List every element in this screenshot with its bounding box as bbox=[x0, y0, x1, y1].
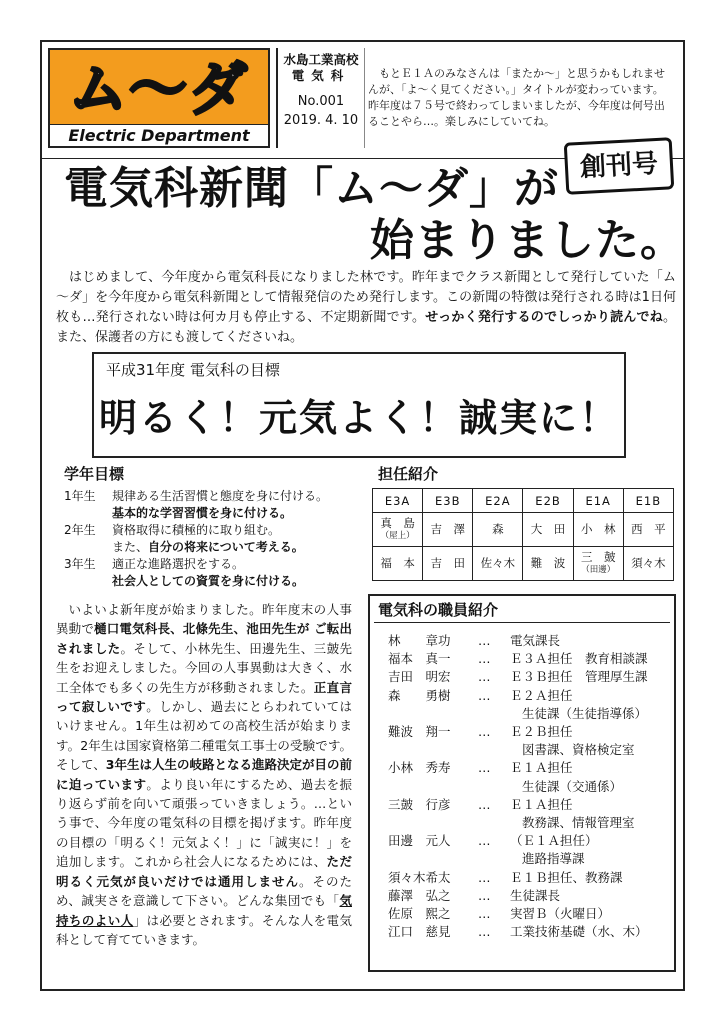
staff-dots: … bbox=[478, 833, 491, 849]
teacher-cell bbox=[523, 513, 573, 547]
class-header: E1B bbox=[623, 489, 673, 513]
first-issue-stamp: 創刊号 bbox=[564, 137, 675, 195]
staff-intro-box bbox=[368, 594, 676, 972]
teacher-cell bbox=[473, 547, 523, 581]
teacher-name: 吉 澤 bbox=[430, 522, 465, 536]
headline-line1: 電気科新聞「ム～ダ」が bbox=[64, 163, 559, 214]
staff-role: Ｅ１Ｂ担任、教務課 bbox=[510, 869, 623, 885]
staff-title-rule bbox=[374, 622, 670, 623]
grade-goal-item bbox=[64, 522, 364, 539]
grade-label: 3年生 bbox=[64, 557, 96, 571]
staff-list bbox=[388, 632, 674, 941]
staff-role: Ｅ１Ａ担任 bbox=[510, 796, 573, 812]
staff-dots: … bbox=[478, 687, 491, 703]
logo-title: ム～ダ bbox=[68, 55, 249, 123]
article-text: 。そのため、誠実さを意識して下さい。どんな集団でも「 bbox=[56, 873, 352, 909]
staff-role: 図書課、資格検定室 bbox=[522, 742, 635, 758]
staff-role: （Ｅ１Ａ担任） bbox=[510, 833, 598, 849]
article-text: 。そして、小林先生、田邊先生、三皷先生をお迎えしました。今回の人事異動は大きく、水工全体でも多くの先生方が移動されました。 bbox=[56, 640, 352, 695]
article-bold: ただ明るく元気が良いだけでは通用しません bbox=[56, 854, 352, 889]
staff-role: Ｅ２Ｂ担任 bbox=[510, 724, 573, 740]
goal-main: 明るく！元気よく！誠実に！ bbox=[98, 396, 619, 440]
staff-dots: … bbox=[478, 906, 491, 922]
teacher-cell bbox=[373, 513, 423, 547]
teacher-cell bbox=[423, 547, 473, 581]
goal-label: 平成31年度 電気科の目標 bbox=[106, 361, 280, 379]
grade-goal-text: 規律ある生活習慣と態度を身に付ける。 bbox=[112, 489, 329, 503]
class-header: E2B bbox=[523, 489, 573, 513]
staff-name: 福本 真一 bbox=[388, 651, 451, 667]
grade-goal-text: 資格取得に積極的に取り組む。 bbox=[112, 523, 281, 537]
staff-name: 須々木希太 bbox=[388, 869, 451, 885]
staff-name: 吉田 明宏 bbox=[388, 669, 451, 685]
staff-dots: … bbox=[478, 633, 491, 648]
greeting-text: はじめまして、今年度から電気科長になりました林です。昨年までクラス新聞として発行していた「ム～ダ」を今年度から電気科新聞として情報発信のため発行します。この新聞の特徴は発行される時は1日何枚も…発行されない時は何カ月も停止する、不定期新聞です。 bbox=[56, 270, 676, 325]
staff-row bbox=[388, 923, 674, 941]
grade-goals-list bbox=[64, 488, 364, 590]
staff-row bbox=[388, 778, 674, 796]
staff-row bbox=[388, 650, 674, 668]
teacher-name: 西 平 bbox=[631, 522, 666, 536]
school-name: 水島工業高校 bbox=[283, 52, 359, 67]
staff-role: 工業技術基礎（水、木） bbox=[510, 924, 648, 940]
teacher-cell bbox=[473, 513, 523, 547]
table-header-row bbox=[373, 489, 674, 513]
teacher-cell bbox=[623, 547, 673, 581]
staff-dots: … bbox=[478, 796, 491, 812]
teacher-name: 三 皷 bbox=[580, 549, 616, 564]
department-name: 電気科 bbox=[291, 68, 351, 83]
article-text: いよいよ新年度が始まりました。昨年度末の人事異動で bbox=[56, 602, 352, 637]
class-header: E3B bbox=[423, 489, 473, 513]
staff-dots: … bbox=[478, 651, 491, 667]
grade-goal-prefix: また、 bbox=[112, 540, 149, 554]
staff-dots: … bbox=[478, 669, 491, 685]
article-bold: 正直言って寂しいです bbox=[56, 679, 352, 715]
staff-role: 生徒課（生徒指導係） bbox=[522, 705, 648, 721]
staff-name: 三皷 行彦 bbox=[388, 796, 451, 812]
department-goal-box bbox=[92, 352, 626, 458]
issue-date: 2019. 4. 10 bbox=[283, 113, 359, 128]
staff-row bbox=[388, 869, 674, 887]
staff-role: 実習Ｂ（火曜日） bbox=[510, 906, 611, 922]
teacher-name: 森 bbox=[492, 522, 504, 536]
staff-dots: … bbox=[478, 887, 491, 903]
homeroom-table bbox=[372, 488, 674, 581]
staff-name: 藤澤 弘之 bbox=[388, 887, 451, 903]
staff-role: 電気課長 bbox=[510, 633, 561, 648]
staff-row bbox=[388, 741, 674, 759]
staff-dots: … bbox=[478, 724, 491, 740]
grade-goal-item bbox=[64, 573, 364, 590]
teacher-cell bbox=[423, 513, 473, 547]
teacher-cell bbox=[373, 547, 423, 581]
staff-role: 教務課、情報管理室 bbox=[522, 815, 635, 831]
staff-dots: … bbox=[478, 924, 491, 940]
class-header: E1A bbox=[573, 489, 623, 513]
staff-row bbox=[388, 759, 674, 777]
staff-row bbox=[388, 814, 674, 832]
grade-goal-bold: 自分の将来について考える。 bbox=[148, 540, 304, 554]
staff-row bbox=[388, 832, 674, 850]
article-bold: 樋口電気科長、北條先生、池田先生が ご転出されました bbox=[56, 621, 352, 656]
intro-note: もとＥ１Ａのみなさんは「またか～」と思うかもしれませんが、「よ～く見てください。」タイトルが変わっています。昨年度は７５号で終わってしまいましたが、今年度は何号出ることやら…。楽しみにしていてね。 bbox=[368, 67, 665, 128]
staff-role: Ｅ１Ａ担任 bbox=[510, 760, 573, 776]
staff-name: 小林 秀寿 bbox=[388, 760, 451, 776]
divider bbox=[364, 48, 365, 148]
grade-goal-bold: 基本的な学習習慣を身に付ける。 bbox=[112, 506, 293, 520]
grade-goal-item bbox=[64, 539, 364, 556]
staff-name: 佐原 熙之 bbox=[388, 906, 451, 922]
teacher-name: 難 波 bbox=[530, 556, 566, 570]
teacher-note: （田邊） bbox=[581, 564, 616, 575]
headline-line2: 始まりました。 bbox=[370, 215, 685, 266]
staff-role: Ｅ３Ｂ担任 管理厚生課 bbox=[510, 669, 648, 685]
teacher-cell bbox=[623, 513, 673, 547]
staff-row bbox=[388, 668, 674, 686]
grade-goal-bold: 社会人としての資質を身に付ける。 bbox=[112, 574, 305, 588]
staff-title: 電気科の職員紹介 bbox=[378, 601, 499, 619]
greeting-paragraph bbox=[56, 268, 676, 348]
staff-name: 難波 翔一 bbox=[388, 724, 451, 740]
teacher-name: 大 田 bbox=[530, 522, 566, 536]
staff-row bbox=[388, 687, 674, 705]
staff-role: 生徒課長 bbox=[510, 887, 561, 903]
staff-row bbox=[388, 905, 674, 923]
grade-goal-item bbox=[64, 505, 364, 522]
homeroom-title: 担任紹介 bbox=[378, 465, 439, 483]
article-bold-underline: 気持ちのよい人 bbox=[56, 893, 352, 928]
teacher-name: 佐々木 bbox=[480, 556, 516, 570]
greeting-bold: せっかく発行するのでしっかり読んでね bbox=[425, 310, 663, 325]
staff-row bbox=[388, 723, 674, 741]
staff-row bbox=[388, 887, 674, 905]
staff-role: Ｅ３Ａ担任 教育相談課 bbox=[510, 651, 648, 667]
issue-info bbox=[278, 48, 364, 148]
grade-goal-item bbox=[64, 556, 364, 573]
staff-dots: … bbox=[478, 760, 491, 776]
staff-row bbox=[388, 850, 674, 868]
class-header: E2A bbox=[473, 489, 523, 513]
teacher-name: 小 林 bbox=[580, 522, 616, 536]
staff-role: 生徒課（交通係） bbox=[522, 778, 623, 794]
issue-number: No.001 bbox=[297, 94, 345, 109]
staff-dots: … bbox=[478, 869, 491, 885]
teacher-name: 真 島 bbox=[380, 515, 415, 530]
article-text: 」は必要とされます。そんな人を電気科として育てていきます。 bbox=[56, 912, 352, 947]
staff-name: 森 勇樹 bbox=[388, 687, 451, 703]
staff-name: 田邊 元人 bbox=[388, 833, 451, 849]
article-text: 。より良い年にするため、過去を振り返らず前を向いて頑張っていきましょう。…という事で、今年度の電気科の目標を掲げます。昨年度の目標の「明るく！元気よく！」に「誠実に！」を追加します。これから社会人になるためには、 bbox=[56, 776, 352, 870]
article-bold: 3年生は人生の岐路となる進路決定が目の前に迫っています bbox=[56, 757, 352, 792]
staff-row bbox=[388, 705, 674, 723]
logo-subtitle: Electric Department bbox=[50, 124, 268, 146]
table-row bbox=[373, 513, 674, 547]
grade-goal-item bbox=[64, 488, 364, 505]
teacher-cell bbox=[573, 513, 623, 547]
staff-role: Ｅ２Ａ担任 bbox=[510, 687, 573, 703]
grade-goals-title: 学年目標 bbox=[64, 465, 125, 483]
greeting-text-end: 。また、保護者の方にも渡してくださいね。 bbox=[56, 310, 676, 345]
teacher-name: 福 本 bbox=[380, 556, 415, 570]
class-header: E3A bbox=[373, 489, 423, 513]
grade-goal-text: 適正な進路選択をする。 bbox=[112, 557, 245, 571]
article-text: 。しかし、過去にとらわれていてはいけません。1年生は初めての高校生活が始まります。2年生は国家資格第二種電気工事士の受験です。そして、 bbox=[56, 699, 352, 773]
teacher-note: （屋上） bbox=[380, 530, 415, 541]
staff-row bbox=[388, 796, 674, 814]
staff-name: 林 章功 bbox=[388, 633, 451, 648]
staff-row bbox=[388, 632, 674, 650]
teacher-name: 須々木 bbox=[631, 556, 666, 570]
teacher-cell bbox=[573, 547, 623, 581]
staff-name: 江口 慈見 bbox=[388, 924, 451, 940]
teacher-cell bbox=[523, 547, 573, 581]
staff-role: 進路指導課 bbox=[522, 851, 585, 867]
logo bbox=[48, 48, 270, 148]
table-row bbox=[373, 547, 674, 581]
grade-label: 1年生 bbox=[64, 489, 96, 503]
teacher-name: 吉 田 bbox=[430, 556, 465, 570]
grade-label: 2年生 bbox=[64, 523, 96, 537]
article-body bbox=[56, 600, 352, 949]
